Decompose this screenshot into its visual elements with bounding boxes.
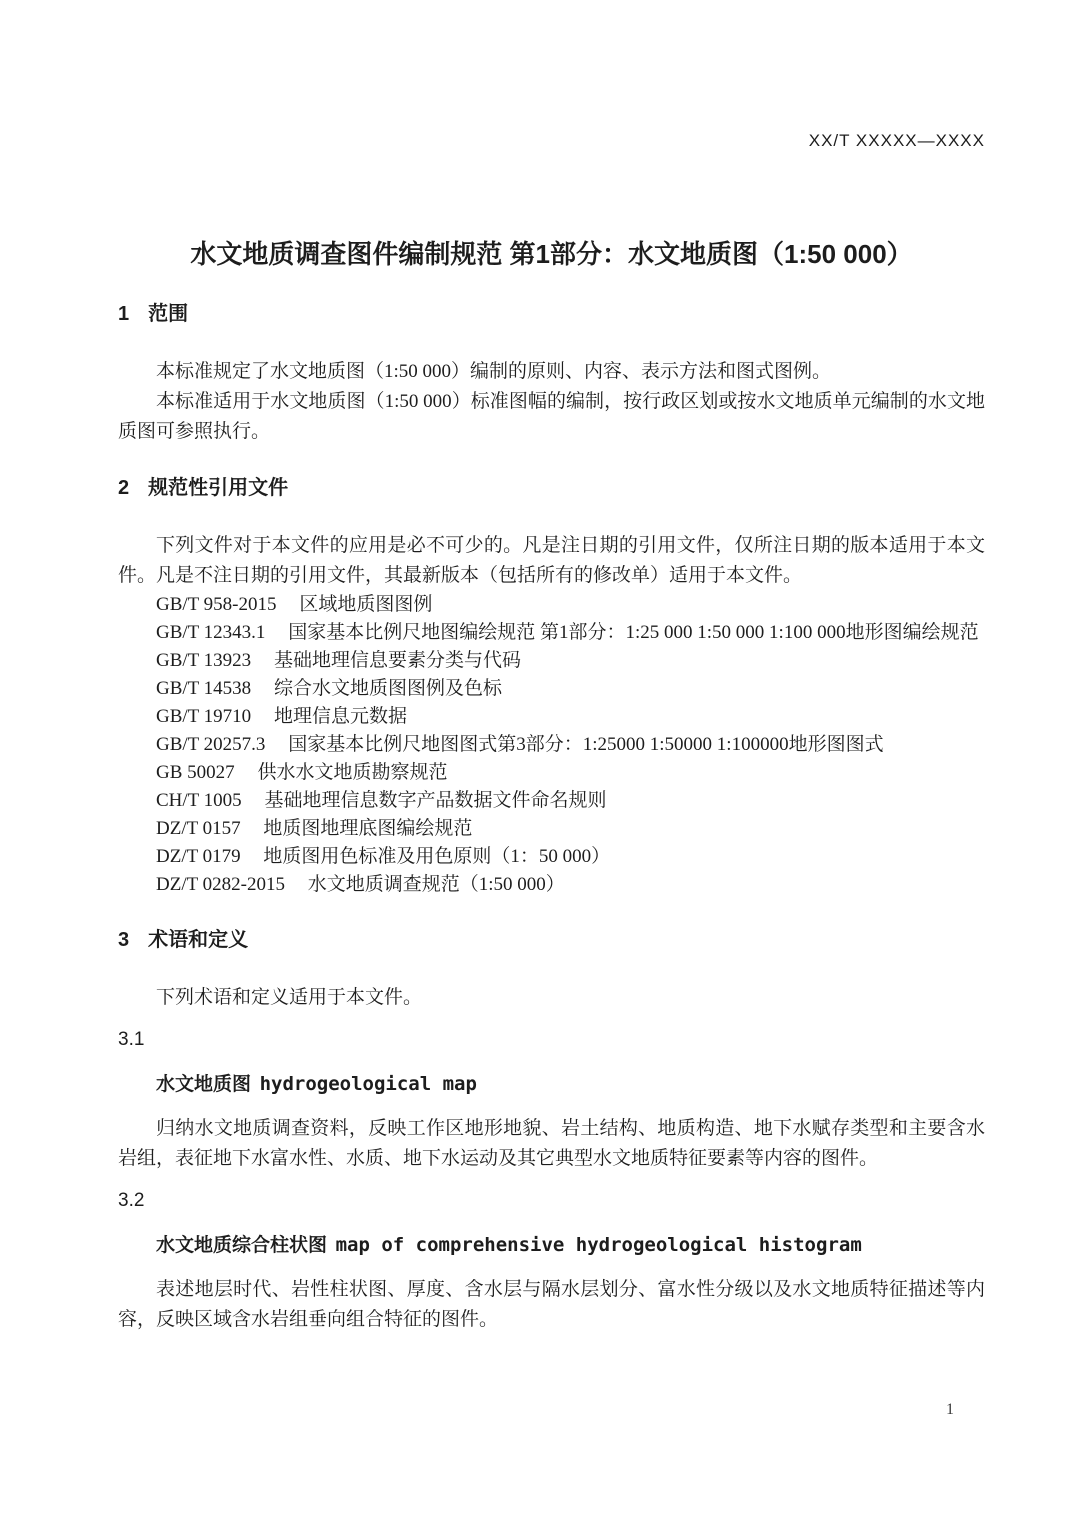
reference-title: 基础地理信息数字产品数据文件命名规则 — [264, 790, 607, 811]
section-3-title: 术语和定义 — [148, 929, 249, 951]
reference-title: 地质图地理底图编绘规范 — [263, 818, 473, 839]
term-zh: 水文地质综合柱状图 — [156, 1235, 328, 1256]
term-number-3-1: 3.1 — [118, 1029, 145, 1050]
reference-title: 水文地质调查规范（1:50 000） — [307, 874, 565, 895]
section-3-intro: 下列术语和定义适用于本文件。 — [156, 987, 423, 1008]
reference-item — [118, 703, 985, 731]
section-2-heading — [118, 475, 985, 501]
section-2-title: 规范性引用文件 — [148, 477, 289, 499]
reference-title: 供水水文地质勘察规范 — [257, 762, 448, 783]
section-1-heading — [118, 301, 985, 327]
term-heading-3-2 — [118, 1230, 985, 1261]
section-2-intro: 下列文件对于本文件的应用是必不可少的。凡是注日期的引用文件，仅所注日期的版本适用于本文件。凡是不注日期的引用文件，其最新版本（包括所有的修改单）适用于本文件。 — [118, 535, 985, 586]
reference-code: GB 50027 — [156, 762, 235, 783]
reference-item — [118, 619, 985, 647]
standard-code: XX/T XXXXX—XXXX — [808, 131, 985, 150]
section-1-title: 范围 — [148, 303, 189, 325]
reference-title: 国家基本比例尺地图图式第3部分：1:25000 1:50000 1:100000地形图图式 — [288, 734, 884, 755]
section-1-number: 1 — [118, 303, 130, 325]
reference-item — [118, 675, 985, 703]
reference-item — [118, 815, 985, 843]
reference-code: GB/T 958-2015 — [156, 594, 277, 615]
reference-title: 地质图用色标准及用色原则（1：50 000） — [263, 846, 611, 867]
reference-code: GB/T 20257.3 — [156, 734, 266, 755]
section-1-paragraph-1: 本标准规定了水文地质图（1:50 000）编制的原则、内容、表示方法和图式图例。 — [156, 361, 832, 382]
reference-code: GB/T 14538 — [156, 678, 252, 699]
reference-code: DZ/T 0179 — [156, 846, 241, 867]
reference-item — [118, 591, 985, 619]
term-heading-3-1 — [118, 1069, 985, 1100]
section-3-number: 3 — [118, 929, 130, 951]
reference-item — [118, 731, 985, 759]
reference-title: 地理信息元数据 — [273, 706, 407, 727]
term-definition-3-2: 表述地层时代、岩性柱状图、厚度、含水层与隔水层划分、富水性分级以及水文地质特征描述等内容，反映区域含水岩组垂向组合特征的图件。 — [118, 1279, 985, 1330]
reference-code: DZ/T 0282-2015 — [156, 874, 285, 895]
section-2-number: 2 — [118, 477, 130, 499]
reference-code: GB/T 12343.1 — [156, 622, 266, 643]
term-definition-3-1: 归纳水文地质调查资料，反映工作区地形地貌、岩土结构、地质构造、地下水赋存类型和主要含水岩组，表征地下水富水性、水质、地下水运动及其它典型水文地质特征要素等内容的图件。 — [118, 1118, 985, 1169]
reference-item — [118, 787, 985, 815]
reference-code: CH/T 1005 — [156, 790, 242, 811]
reference-title: 基础地理信息要素分类与代码 — [273, 650, 521, 671]
reference-item — [118, 843, 985, 871]
term-en: hydrogeological map — [259, 1073, 477, 1095]
reference-title: 区域地质图图例 — [299, 594, 433, 615]
page-number: 1 — [946, 1401, 954, 1418]
term-zh: 水文地质图 — [156, 1074, 252, 1095]
reference-code: DZ/T 0157 — [156, 818, 241, 839]
term-en: map of comprehensive hydrogeological histogram — [335, 1234, 862, 1256]
section-1-paragraph-2: 本标准适用于水文地质图（1:50 000）标准图幅的编制，按行政区划或按水文地质单元编制的水文地质图可参照执行。 — [118, 391, 985, 442]
section-3-heading — [118, 927, 985, 953]
reference-title: 国家基本比例尺地图编绘规范 第1部分：1:25 000 1:50 000 1:100 000地形图编绘规范 — [288, 622, 979, 643]
reference-item — [118, 871, 985, 899]
reference-title: 综合水文地质图图例及色标 — [273, 678, 502, 699]
term-number-3-2: 3.2 — [118, 1190, 145, 1211]
document-title: 水文地质调查图件编制规范 第1部分：水文地质图（1:50 000） — [190, 239, 913, 269]
reference-item — [118, 759, 985, 787]
reference-item — [118, 647, 985, 675]
reference-code: GB/T 19710 — [156, 706, 252, 727]
reference-code: GB/T 13923 — [156, 650, 252, 671]
